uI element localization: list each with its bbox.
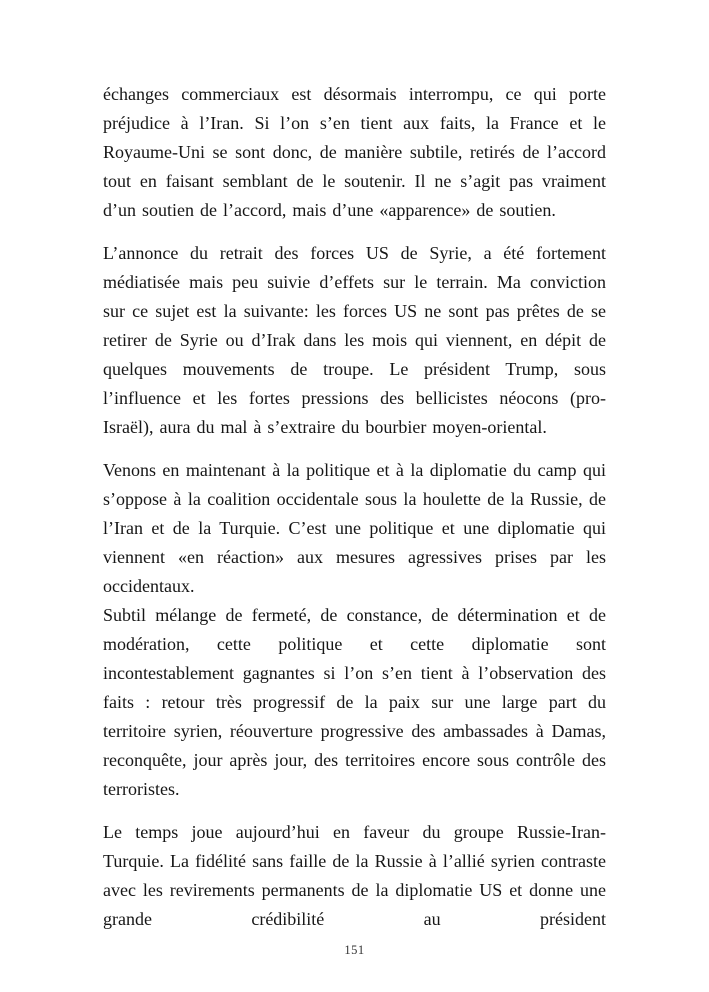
- page-body: [103, 80, 606, 934]
- page-number: 151: [344, 943, 365, 957]
- body-paragraph-1: échanges commerciaux est désormais interrompu, ce qui porte préjudice à l’Iran. Si l’on s’en tient aux faits, la France et le Royaume-Uni se sont donc, de manière subtile, retirés de l’accord tout en faisant semblant de le soutenir. Il ne s’agit pas vraiment d’un soutien de l’accord, mais d’une «apparence» de soutien.: [103, 84, 606, 220]
- body-paragraph-3: Venons en maintenant à la politique et à la diplomatie du camp qui s’oppose à la coalition occidentale sous la houlette de la Russie, de l’Iran et de la Turquie. C’est une politique et une diplomatie qui viennent «en réaction» aux mesures agressives prises par les occidentaux.: [103, 460, 606, 596]
- body-paragraph-5: Le temps joue aujourd’hui en faveur du groupe Russie-Iran-Turquie. La fidélité sans faille de la Russie à l’allié syrien contraste avec les revirements permanents de la diplomatie US et donne une grande crédibilité au président: [103, 822, 606, 929]
- body-paragraph-4: Subtil mélange de fermeté, de constance, de détermination et de modération, cette politique et cette diplomatie sont incontestablement gagnantes si l’on s’en tient à l’observation des faits : retour très progressif de la paix sur une large part du territoire syrien, réouverture progressive des ambassades à Damas, reconquête, jour après jour, des territoires encore sous contrôle des terroristes.: [103, 605, 606, 799]
- body-paragraph-2: L’annonce du retrait des forces US de Syrie, a été fortement médiatisée mais peu suivie d’effets sur le terrain. Ma conviction sur ce sujet est la suivante: les forces US ne sont pas prêtes de se retirer de Syrie ou d’Irak dans les mois qui viennent, en dépit de quelques mouvements de troupe. Le président Trump, sous l’influence et les fortes pressions des bellicistes néocons (pro-Israël), aura du mal à s’extraire du bourbier moyen-oriental.: [103, 243, 606, 437]
